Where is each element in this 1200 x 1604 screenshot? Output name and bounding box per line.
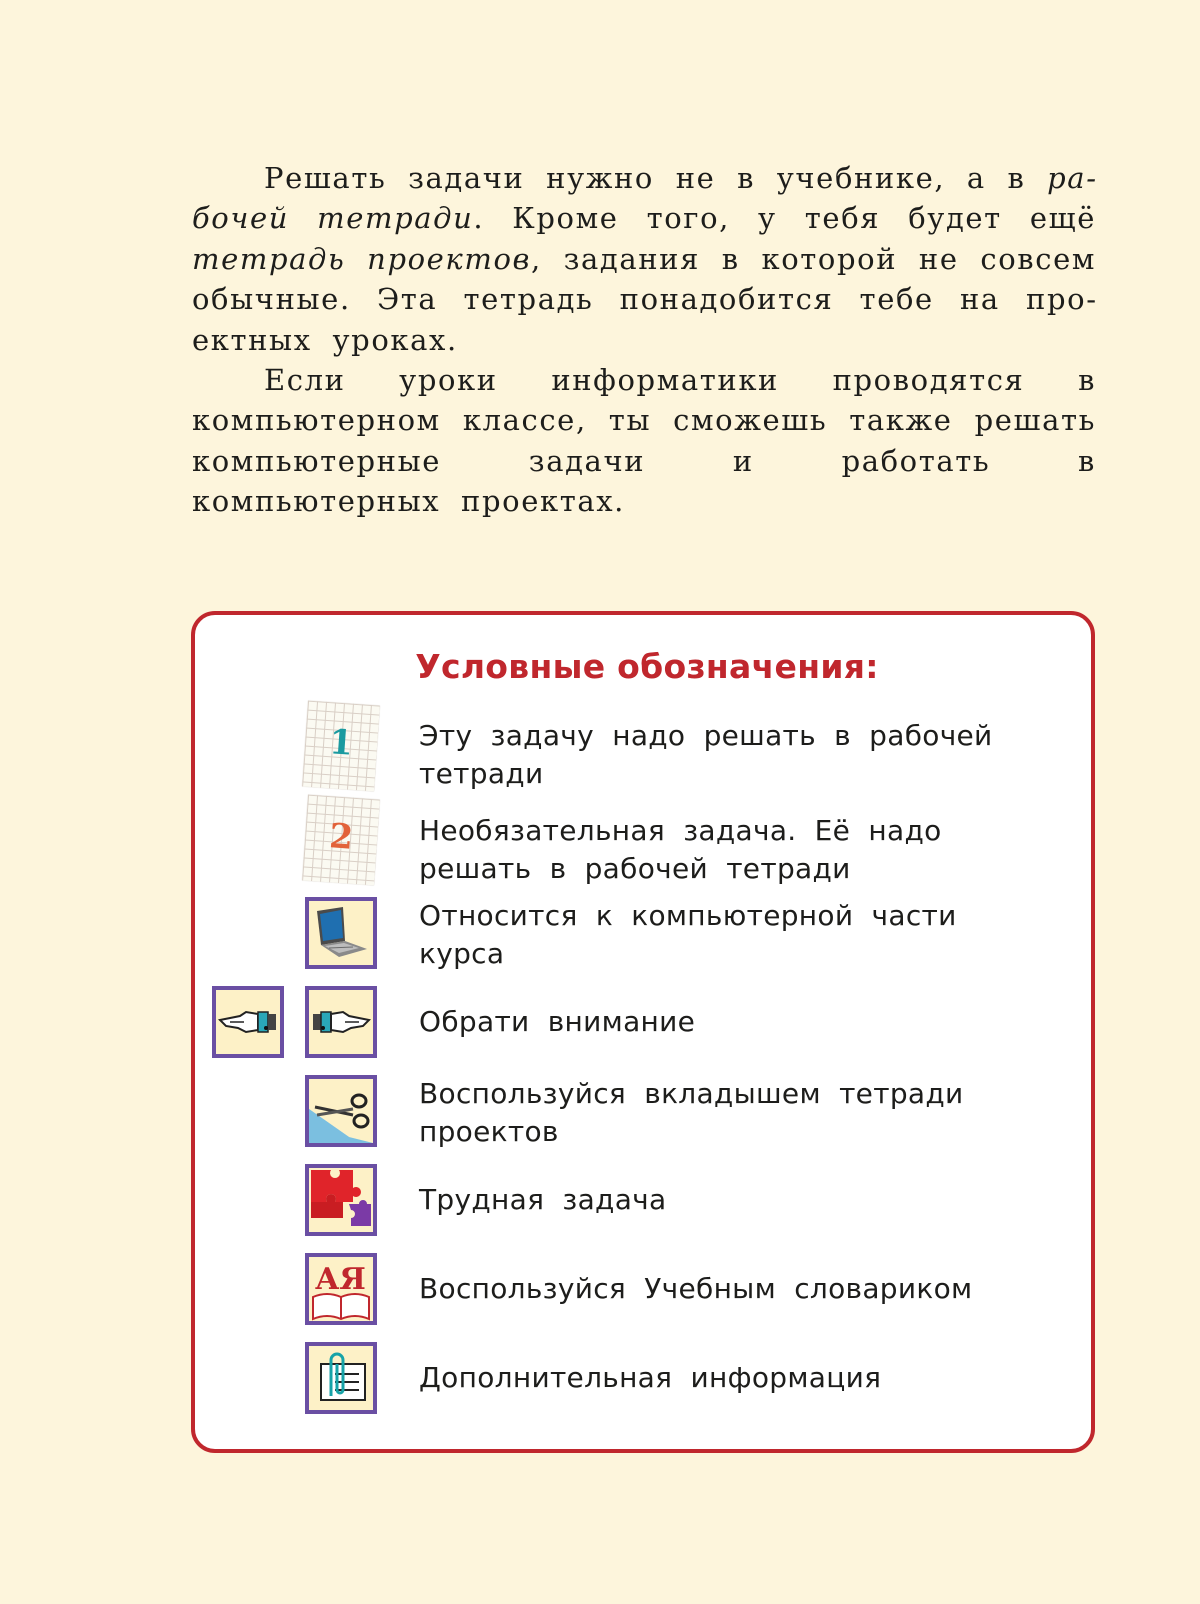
intro-text-part: Решать задачи нужно не в учебнике, а в xyxy=(264,161,1048,195)
paperclip-note-icon xyxy=(305,1342,377,1414)
intro-text xyxy=(192,158,1096,522)
puzzle-icon xyxy=(305,1164,377,1236)
legend-item-text: Необязательная задача. Её надо решать в рабочей тетради xyxy=(419,814,942,885)
intro-paragraph-1 xyxy=(192,158,1096,360)
intro-text-part: , задания в которой не совсем обычные. Эта тетрадь понадобится тебе на проектных уроках. xyxy=(192,241,1096,357)
legend-item-text: Обрати внимание xyxy=(419,1005,696,1038)
legend-item-text: Относится к компьютерной части курса xyxy=(419,899,957,970)
legend-item-text: Воспользуйся вкладышем тетради проектов xyxy=(419,1077,964,1148)
legend-item-text: Дополнительная информация xyxy=(419,1361,882,1394)
intro-emphasis-workbook: рабочей тетради xyxy=(192,161,1096,236)
pointing-hand-left-icon xyxy=(212,986,284,1058)
legend-frame xyxy=(191,611,1095,1453)
legend-title: Условные обозначения: xyxy=(415,647,879,686)
intro-text-part: . Кроме того, у тебя будет ещё xyxy=(473,201,1096,236)
legend-item-text: Трудная задача xyxy=(419,1183,667,1216)
dictionary-letters: АЯ xyxy=(315,1262,366,1297)
icon-number: 1 xyxy=(327,722,355,764)
legend-item-text: Эту задачу надо решать в рабочей тетради xyxy=(419,719,993,790)
pointing-hand-right-icon xyxy=(305,986,377,1058)
legend-item-text: Воспользуйся Учебным словариком xyxy=(419,1272,973,1305)
intro-emphasis-project-book: тетрадь проектов xyxy=(192,241,531,276)
icon-number: 2 xyxy=(327,816,355,858)
dictionary-icon xyxy=(305,1253,377,1325)
laptop-icon xyxy=(305,897,377,969)
grid-paper-number-icon xyxy=(302,795,380,886)
intro-paragraph-2: Если уроки информатики проводятся в компьютерном классе, ты сможешь также решать компьютерные задачи и работать в компьютерных проектах. xyxy=(192,363,1096,519)
grid-paper-number-icon xyxy=(302,701,380,792)
scissors-icon xyxy=(305,1075,377,1147)
